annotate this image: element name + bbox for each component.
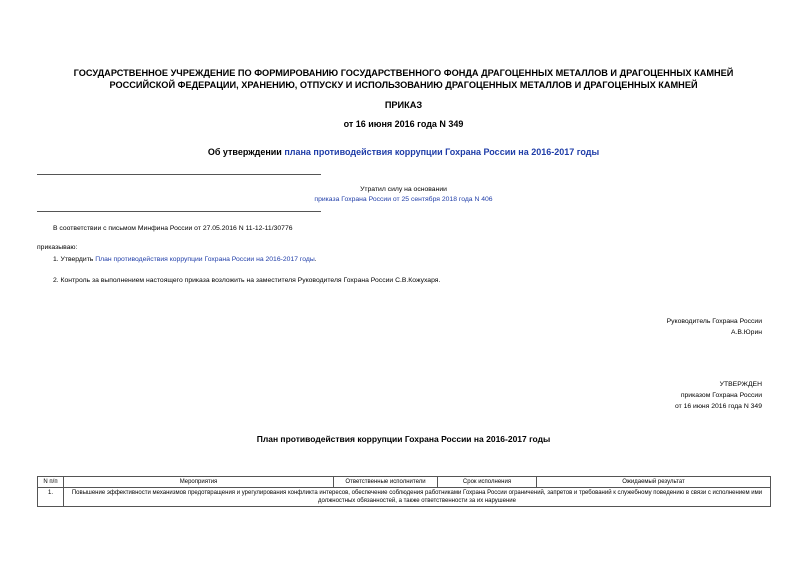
item-1-link[interactable]: План противодействия коррупции Гохрана России на 2016-2017 годы bbox=[95, 256, 315, 263]
row-section-text: Повышение эффективности механизмов предотвращения и урегулирования конфликта интересов, обеспечение соблюдения работниками Гохрана России ограничений, запретов и требований к служебному поведению в связи с исполнением ими должностных обязанностей, а также ответственности за их нарушение bbox=[64, 488, 771, 507]
approval-line-1: УТВЕРЖДЕН bbox=[719, 381, 762, 388]
approval-block bbox=[675, 379, 762, 412]
col-result: Ожидаемый результат bbox=[537, 477, 771, 488]
row-number: 1. bbox=[38, 488, 64, 507]
document-type: ПРИКАЗ bbox=[384, 100, 423, 110]
table-row bbox=[38, 488, 771, 507]
status-link[interactable]: приказа Гохрана России от 25 сентября 2018 года N 406 bbox=[314, 196, 493, 203]
col-measures: Мероприятия bbox=[64, 477, 334, 488]
signature-position: Руководитель Гохрана России bbox=[666, 318, 762, 325]
approval-line-2: приказом Гохрана России bbox=[680, 392, 762, 399]
item-2: 2. Контроль за выполнением настоящего приказа возложить на заместителя Руководителя Гохрана России С.В.Кожухаря. bbox=[53, 277, 441, 284]
organization-name: ГОСУДАРСТВЕННОЕ УЧРЕЖДЕНИЕ ПО ФОРМИРОВАНИЮ ГОСУДАРСТВЕННОГО ФОНДА ДРАГОЦЕННЫХ МЕТАЛЛОВ И ДРАГОЦЕННЫХ КАМНЕЙ РОССИЙСКОЙ ФЕДЕРАЦИИ, ХРАНЕНИЮ, ОТПУСКУ И ИСПОЛЬЗОВАНИЮ ДРАГОЦЕННЫХ МЕТАЛЛОВ И ДРАГОЦЕННЫХ КАМНЕЙ bbox=[73, 68, 734, 90]
basis-text: В соответствии с письмом Минфина России от 27.05.2016 N 11-12-11/30776 bbox=[53, 225, 293, 232]
subject-prefix: Об утверждении bbox=[207, 147, 285, 157]
table-header-row bbox=[38, 477, 771, 488]
col-deadline: Срок исполнения bbox=[438, 477, 537, 488]
approval-line-3: от 16 июня 2016 года N 349 bbox=[674, 403, 762, 410]
signature-name: А.В.Юрин bbox=[730, 329, 762, 336]
document-date: от 16 июня 2016 года N 349 bbox=[343, 119, 464, 129]
status-note bbox=[200, 185, 607, 205]
plan-title: План противодействия коррупции Гохрана России на 2016-2017 годы bbox=[256, 434, 551, 444]
item-1 bbox=[53, 255, 317, 265]
divider-bottom bbox=[37, 211, 321, 212]
item-1-suffix: . bbox=[314, 256, 317, 263]
signature-block bbox=[667, 316, 762, 338]
plan-table bbox=[37, 476, 771, 507]
subject-link[interactable]: плана противодействия коррупции Гохрана России на 2016-2017 годы bbox=[284, 147, 600, 157]
order-word: приказываю: bbox=[37, 244, 78, 251]
col-responsible: Ответственные исполнители bbox=[334, 477, 438, 488]
document-subject bbox=[0, 147, 807, 157]
status-line: Утратил силу на основании bbox=[360, 186, 447, 193]
col-number: N п/п bbox=[38, 477, 64, 488]
item-1-prefix: 1. Утвердить bbox=[53, 256, 96, 263]
divider-top bbox=[37, 174, 321, 175]
